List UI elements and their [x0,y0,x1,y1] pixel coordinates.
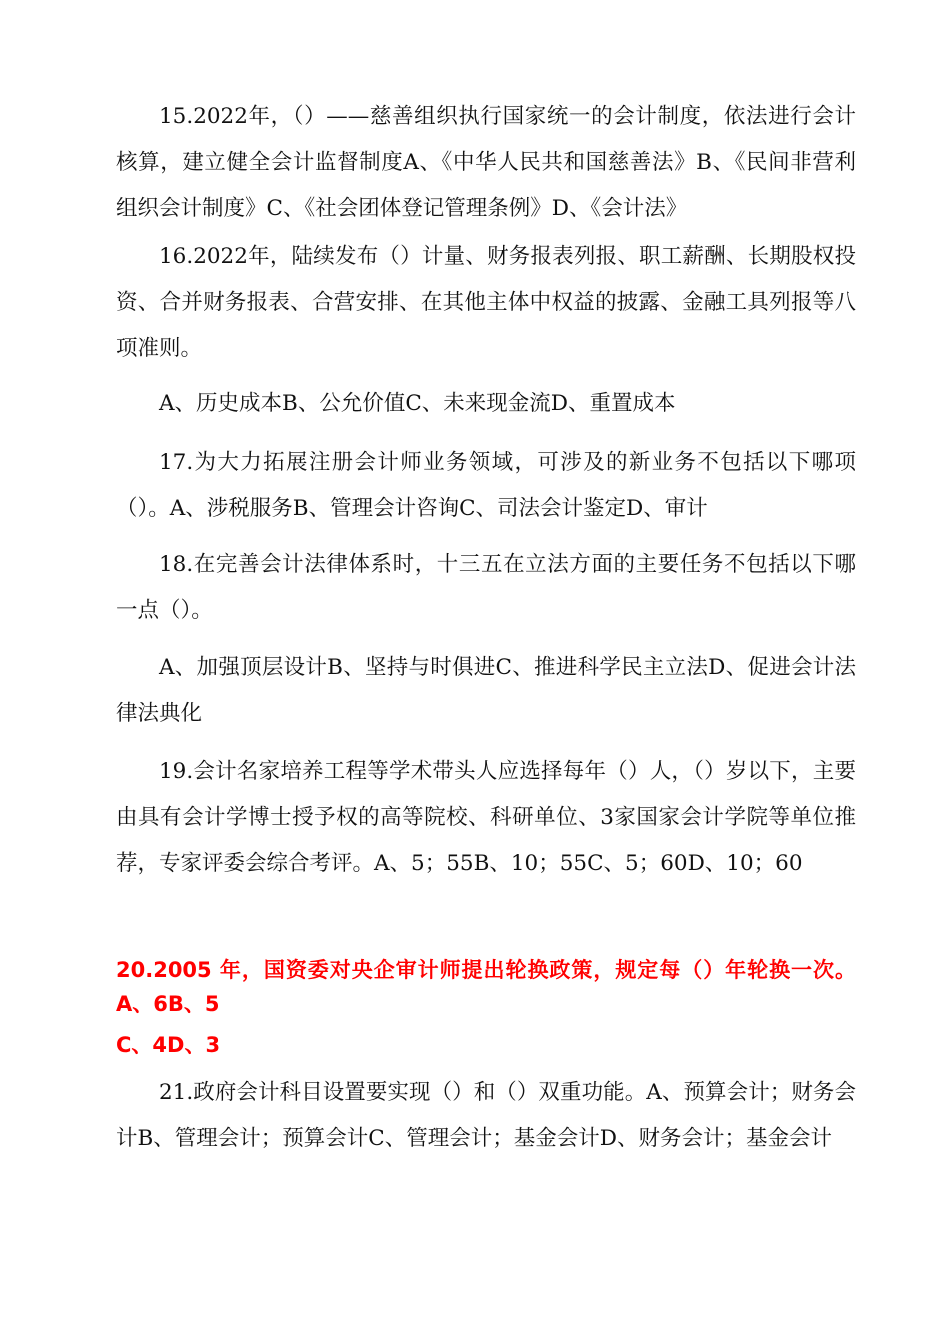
question-15: 15.2022年，（）——慈善组织执行国家统一的会计制度，依法进行会计核算，建立健全会计监督制度A、《中华人民共和国慈善法》B、《民间非营利组织会计制度》C、《社会团体登记管理条例》D、《会计法》 [116,104,856,221]
question-17: 17.为大力拓展注册会计师业务领域，可涉及的新业务不包括以下哪项（）。A、涉税服务B、管理会计咨询C、司法会计鉴定D、审计 [116,450,856,521]
question-21: 21.政府会计科目设置要实现（）和（）双重功能。A、预算会计；财务会计B、管理会计；预算会计C、管理会计；基金会计D、财务会计；基金会计 [116,1080,856,1151]
question-16-options: A、历史成本B、公允价值C、未来现金流D、重置成本 [159,391,676,416]
question-18: 18.在完善会计法律体系时，十三五在立法方面的主要任务不包括以下哪一点（）。 [116,552,856,623]
question-18-options: A、加强顶层设计B、坚持与时俱进C、推进科学民主立法D、促进会计法律法典化 [116,655,856,726]
question-19: 19.会计名家培养工程等学术带头人应选择每年（）人，（）岁以下，主要由具有会计学博士授予权的高等院校、科研单位、3家国家会计学院等单位推荐，专家评委会综合考评。A、5；55B、10；55C、5；60D、10；60 [116,759,856,876]
question-16: 16.2022年，陆续发布（）计量、财务报表列报、职工薪酬、长期股权投资、合并财务报表、合营安排、在其他主体中权益的披露、金融工具列报等八项准则。 [116,244,856,361]
question-20-options: C、4D、3 [116,1033,221,1057]
question-20: 20.2005 年，国资委对央企审计师提出轮换政策，规定每（）年轮换一次。A、6B、5 [116,958,856,1016]
